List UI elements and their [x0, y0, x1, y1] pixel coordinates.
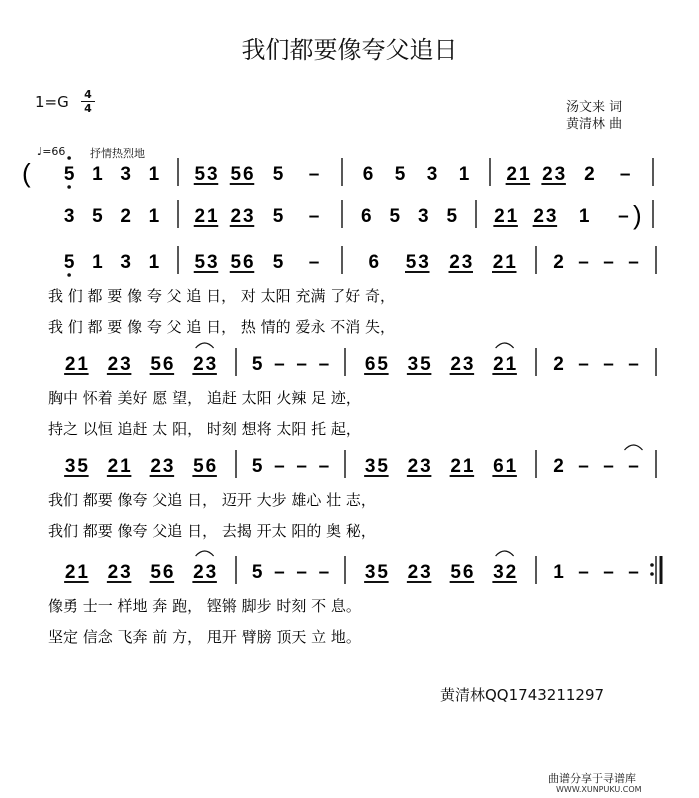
dash-extension: – — [274, 354, 285, 375]
note: 2 — [542, 164, 553, 185]
note: 5 — [377, 562, 388, 583]
time-numerator: 4 — [84, 88, 92, 101]
lyric-line: 坚定 信念 飞奔 前 方， 甩开 臂膀 顶天 立 地。 — [48, 628, 361, 646]
note: 3 — [420, 562, 431, 583]
note: 3 — [206, 252, 218, 273]
note: 1 — [148, 164, 160, 185]
note: 3 — [364, 562, 376, 583]
note: 3 — [206, 164, 218, 185]
note: 1 — [120, 456, 131, 477]
note: 2 — [64, 562, 76, 583]
note: 2 — [450, 354, 461, 375]
note: 5 — [446, 206, 458, 227]
note: 6 — [362, 164, 374, 185]
note: 5 — [193, 456, 204, 477]
dash-extension: – — [296, 354, 307, 375]
lyric-line: 我们 都要 像夸 父追 日， 迈开 大步 雄心 壮 志， — [48, 491, 376, 509]
note: 1 — [148, 252, 160, 273]
note: 1 — [505, 456, 517, 477]
note: 2 — [493, 354, 504, 375]
lyric-line: 胸中 怀着 美好 愿 望， 追赶 太阳 火辣 足 迹， — [48, 389, 361, 407]
dash-extension: – — [318, 354, 330, 375]
note: 1 — [77, 562, 88, 583]
dash-extension: – — [318, 456, 330, 477]
note: 6 — [205, 456, 217, 477]
note: 5 — [272, 206, 284, 227]
note: 2 — [107, 456, 119, 477]
tempo-marking: ♩=66 — [37, 145, 66, 158]
note: 3 — [120, 252, 131, 273]
note: 5 — [272, 164, 284, 185]
lyricist-credit: 汤文来 词 — [566, 100, 623, 115]
note: 3 — [462, 354, 474, 375]
octave-dot — [67, 273, 71, 277]
note: 1 — [505, 252, 516, 273]
dash-extension: – — [308, 206, 320, 227]
dash-extension: – — [619, 164, 631, 185]
repeat-close-paren: ) — [633, 200, 642, 230]
note: 2 — [407, 562, 419, 583]
note: 5 — [450, 562, 461, 583]
dash-extension: – — [628, 354, 639, 375]
dash-extension: – — [618, 206, 629, 227]
slur — [196, 551, 214, 556]
note: 6 — [162, 354, 174, 375]
note: 2 — [230, 206, 242, 227]
note: 1 — [578, 206, 590, 227]
note: 2 — [107, 562, 119, 583]
note: 5 — [251, 562, 263, 583]
note: 1 — [553, 562, 564, 583]
note: 6 — [368, 252, 380, 273]
note: 5 — [230, 164, 242, 185]
note: 2 — [450, 456, 461, 477]
note: 2 — [553, 354, 564, 375]
note: 5 — [405, 252, 417, 273]
note: 3 — [120, 562, 131, 583]
note: 2 — [193, 354, 204, 375]
note: 3 — [426, 164, 438, 185]
dash-extension: – — [296, 456, 307, 477]
note: 5 — [63, 164, 75, 185]
note: 2 — [449, 252, 460, 273]
note: 5 — [150, 354, 161, 375]
note: 2 — [505, 562, 517, 583]
slur — [196, 343, 214, 348]
note: 3 — [63, 206, 75, 227]
note: 5 — [251, 354, 263, 375]
lyric-line: 持之 以恒 追赶 太 阳， 时刻 想将 太阳 托 起， — [48, 420, 361, 438]
note: 1 — [92, 252, 103, 273]
note: 2 — [492, 252, 504, 273]
note: 5 — [92, 206, 103, 227]
note: 3 — [418, 252, 429, 273]
slur — [496, 343, 514, 348]
note: 1 — [92, 164, 103, 185]
note: 3 — [162, 456, 174, 477]
composer-credit: 黄清林 曲 — [566, 117, 623, 132]
dash-extension: – — [318, 562, 330, 583]
note: 1 — [518, 164, 530, 185]
lyric-line: 我们 都要 像夸 父追 日， 去揭 开太 阳的 奥 秘， — [48, 522, 376, 540]
note: 2 — [107, 354, 119, 375]
note: 2 — [553, 252, 564, 273]
arranger-signature: 黄清林QQ1743211297 — [440, 686, 605, 704]
repeat-dot — [650, 572, 654, 576]
repeat-open-paren: ( — [22, 158, 31, 188]
note: 3 — [205, 354, 217, 375]
dash-extension: – — [274, 456, 285, 477]
note: 3 — [407, 354, 419, 375]
note: 3 — [64, 456, 76, 477]
dash-extension: – — [308, 252, 320, 273]
slur — [496, 551, 514, 556]
note: 3 — [420, 456, 431, 477]
note: 6 — [162, 562, 174, 583]
dash-extension: – — [603, 354, 614, 375]
note: 2 — [150, 456, 161, 477]
note: 2 — [506, 164, 517, 185]
dash-extension: – — [628, 252, 639, 273]
note: 2 — [193, 562, 204, 583]
note: 5 — [394, 164, 406, 185]
lyric-line: 我 们 都 要 像 夸 父 追 日， 对 太阳 充满 了好 奇， — [48, 287, 395, 305]
note: 2 — [194, 206, 206, 227]
dash-extension: – — [628, 562, 639, 583]
note: 2 — [584, 164, 595, 185]
note: 5 — [194, 164, 206, 185]
note: 6 — [360, 206, 372, 227]
octave-dot — [67, 185, 71, 189]
note: 3 — [545, 206, 557, 227]
dash-extension: – — [296, 562, 307, 583]
note: 5 — [77, 456, 88, 477]
time-denominator: 4 — [81, 101, 95, 115]
note: 6 — [364, 354, 376, 375]
dash-extension: – — [578, 562, 589, 583]
note: 1 — [505, 354, 517, 375]
note: 6 — [242, 164, 254, 185]
note: 6 — [242, 252, 254, 273]
note: 3 — [493, 562, 504, 583]
note: 6 — [493, 456, 504, 477]
note: 1 — [458, 164, 470, 185]
note: 1 — [506, 206, 518, 227]
note: 5 — [150, 562, 161, 583]
note: 1 — [206, 206, 218, 227]
note: 5 — [194, 252, 206, 273]
note: 6 — [462, 562, 474, 583]
lyric-line: 我 们 都 要 像 夸 父 追 日， 热 情的 爱永 不消 失， — [48, 318, 395, 336]
dash-extension: – — [578, 354, 589, 375]
note: 5 — [230, 252, 242, 273]
repeat-dot — [650, 563, 654, 567]
note: 3 — [120, 354, 131, 375]
note: 2 — [64, 354, 76, 375]
note: 3 — [461, 252, 473, 273]
note: 5 — [377, 354, 388, 375]
note: 2 — [120, 206, 131, 227]
dash-extension: – — [603, 456, 614, 477]
dash-extension: – — [274, 562, 285, 583]
note: 2 — [553, 456, 564, 477]
watermark-url: WWW.XUNPUKU.COM — [556, 785, 642, 794]
song-title: 我们都要像夸父追日 — [241, 36, 458, 64]
slur — [625, 445, 643, 450]
note: 3 — [554, 164, 566, 185]
note: 5 — [377, 456, 388, 477]
octave-dot — [67, 156, 71, 160]
note: 5 — [251, 456, 263, 477]
note: 1 — [77, 354, 88, 375]
note: 5 — [272, 252, 284, 273]
note: 1 — [148, 206, 160, 227]
note: 3 — [364, 456, 376, 477]
lyric-line: 像勇 士一 样地 奔 跑， 铿锵 脚步 时刻 不 息。 — [48, 597, 361, 615]
note: 5 — [420, 354, 431, 375]
note: 5 — [63, 252, 75, 273]
dash-extension: – — [603, 562, 614, 583]
note: 2 — [494, 206, 505, 227]
dash-extension: – — [603, 252, 614, 273]
note: 5 — [389, 206, 401, 227]
note: 1 — [462, 456, 474, 477]
note: 2 — [533, 206, 544, 227]
note: 2 — [407, 456, 419, 477]
dash-extension: – — [578, 252, 589, 273]
note: 3 — [120, 164, 131, 185]
note: 3 — [417, 206, 429, 227]
watermark-text: 曲谱分享于寻谱库 — [548, 772, 636, 785]
dash-extension: – — [308, 164, 320, 185]
key-signature: 1=G — [35, 93, 69, 111]
note: 3 — [242, 206, 254, 227]
note: 3 — [205, 562, 217, 583]
dash-extension: – — [578, 456, 589, 477]
dash-extension: – — [628, 456, 639, 477]
expression-marking: 抒情热烈地 — [90, 147, 145, 160]
